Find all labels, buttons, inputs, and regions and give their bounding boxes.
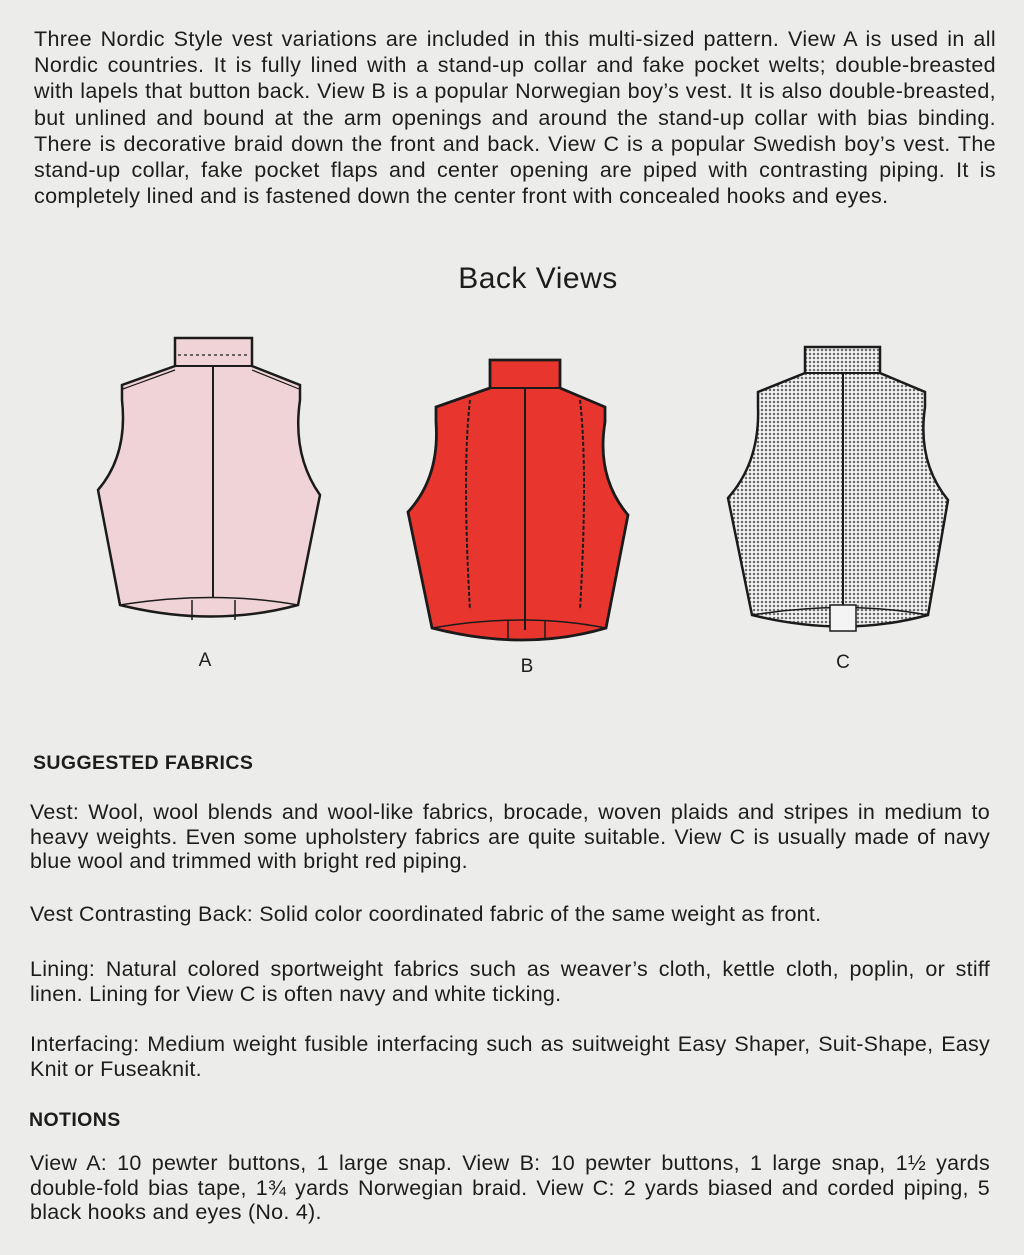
vest-b-label: B [520, 656, 534, 677]
fabric-interfacing-paragraph: Interfacing: Medium weight fusible interfacing such as suitweight Easy Shaper, Suit-Shape, Easy Knit or Fuseaknit. [30, 1032, 990, 1081]
vest-c-illustration [728, 347, 948, 631]
vest-b-illustration [408, 360, 628, 640]
vest-a-label: A [198, 650, 212, 671]
intro-paragraph: Three Nordic Style vest variations are included in this multi-sized pattern. View A is used in all Nordic countries. It is fully lined with a stand-up collar and fake pocket welts; double-breasted with lapels that button back. View B is a popular Norwegian boy’s vest. It is also double-breasted, but unlined and bound at the arm openings and around the stand-up collar with bias binding. There is decorative braid down the front and back. View C is a popular Swedish boy’s vest. The stand-up collar, fake pocket flaps and center opening are piped with contrasting piping. It is completely lined and is fastened down the center front with concealed hooks and eyes. [34, 27, 996, 209]
fabric-vest-paragraph: Vest: Wool, wool blends and wool-like fabrics, brocade, woven plaids and stripes in medium to heavy weights. Even some upholstery fabrics are quite suitable. View C is usually made of navy blue wool and trimmed with bright red piping. [30, 800, 990, 873]
back-views-title: Back Views [458, 262, 618, 295]
notions-heading: NOTIONS [29, 1109, 121, 1131]
vest-a-illustration [98, 338, 320, 620]
fabric-contrasting-back-paragraph: Vest Contrasting Back: Solid color coordinated fabric of the same weight as front. [30, 902, 822, 926]
vest-a-body [98, 338, 320, 617]
fabric-lining-paragraph: Lining: Natural colored sportweight fabrics such as weaver’s cloth, kettle cloth, poplin, or stiff linen. Lining for View C is often navy and white ticking. [30, 957, 990, 1006]
vest-c-body [728, 347, 948, 627]
notions-paragraph: View A: 10 pewter buttons, 1 large snap. View B: 10 pewter buttons, 1 large snap, 1½ yards double-fold bias tape, 1¾ yards Norwegian braid. View C: 2 yards biased and corded piping, 5 black hooks and eyes (No. 4). [30, 1151, 990, 1224]
vest-b-body [408, 360, 628, 640]
suggested-fabrics-heading: SUGGESTED FABRICS [33, 752, 254, 774]
vest-c-label: C [836, 652, 850, 673]
